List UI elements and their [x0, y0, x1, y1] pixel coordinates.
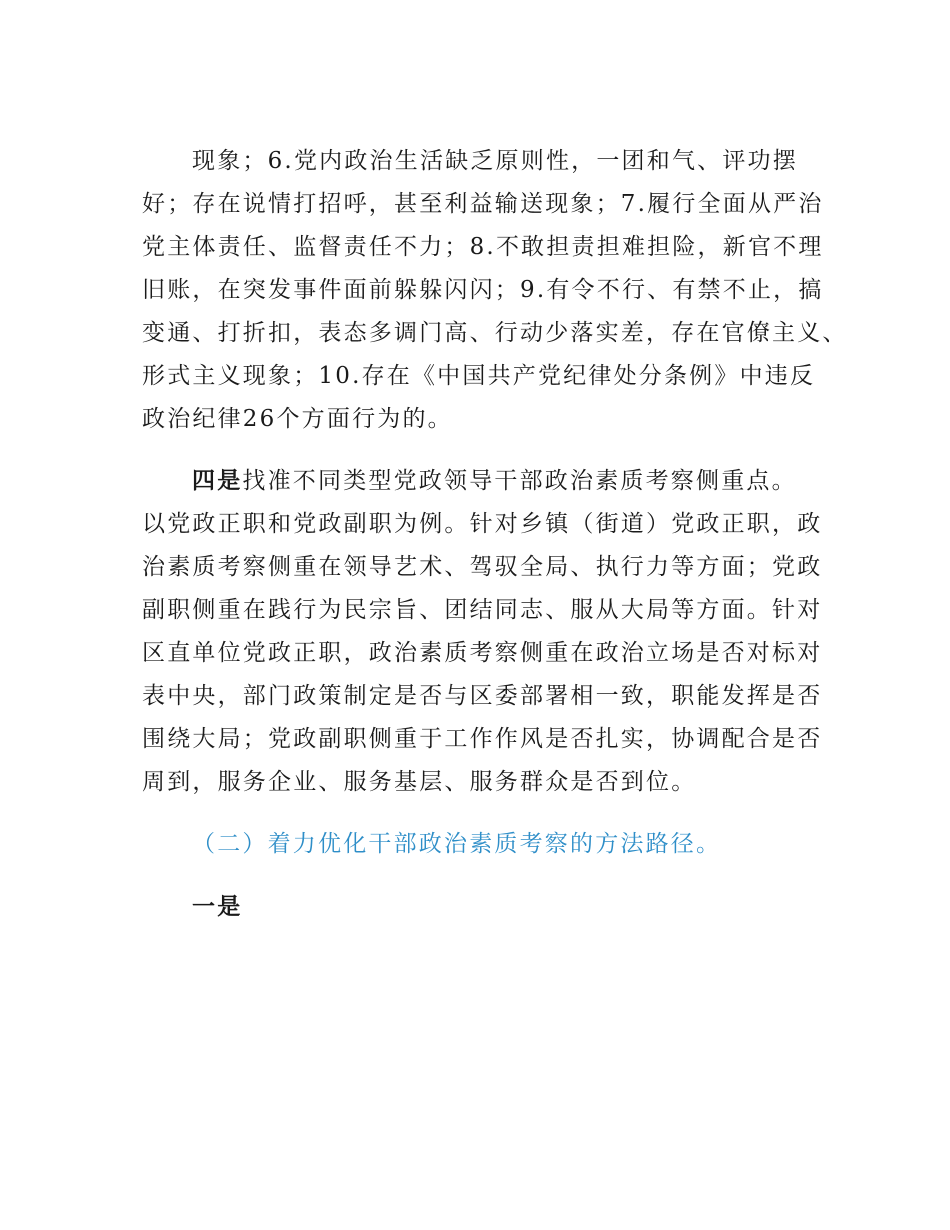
paragraph-3-lead: 一是: [192, 893, 243, 920]
paragraph-2-line-3: 治素质考察侧重在领导艺术、驾驭全局、执行力等方面；党政: [142, 554, 823, 580]
paragraph-2-line-6: 表中央，部门政策制定是否与区委部署相一致，职能发挥是否: [142, 683, 823, 709]
paragraph-1-line-4: 旧账，在突发事件面前躲躲闪闪；9.有令不行、有禁不止，搞: [142, 277, 824, 303]
paragraph-1-line-5: 变通、打折扣，表态多调门高、行动少落实差，存在官僚主义、: [142, 320, 848, 346]
paragraph-2-line-4: 副职侧重在践行为民宗旨、团结同志、服从大局等方面。针对: [142, 597, 823, 623]
paragraph-1-line-1: 现象；6.党内政治生活缺乏原则性，一团和气、评功摆: [192, 148, 798, 174]
paragraph-2-line-1: [192, 466, 797, 496]
paragraph-1-line-3: 党主体责任、监督责任不力；8.不敢担责担难担险，新官不理: [142, 234, 824, 260]
paragraph-1-line-7: 政治纪律26个方面行为的。: [142, 406, 453, 432]
paragraph-2-line-7: 围绕大局；党政副职侧重于工作作风是否扎实，协调配合是否: [142, 726, 823, 752]
paragraph-2-line-2: 以党政正职和党政副职为例。针对乡镇（街道）党政正职，政: [142, 511, 823, 537]
paragraph-2-line-1-text: 找准不同类型党政领导干部政治素质考察侧重点。: [242, 468, 797, 494]
paragraph-2-line-5: 区直单位党政正职，政治素质考察侧重在政治立场是否对标对: [142, 640, 823, 666]
paragraph-1-line-2: 好；存在说情打招呼，甚至利益输送现象；7.履行全面从严治: [142, 191, 824, 217]
paragraph-1-line-6: 形式主义现象；10.存在《中国共产党纪律处分条例》中违反: [142, 363, 816, 389]
paragraph-2-line-8: 周到，服务企业、服务基层、服务群众是否到位。: [142, 769, 697, 795]
section-heading: （二）着力优化干部政治素质考察的方法路径。: [192, 831, 722, 857]
paragraph-2-lead: 四是: [192, 467, 243, 494]
